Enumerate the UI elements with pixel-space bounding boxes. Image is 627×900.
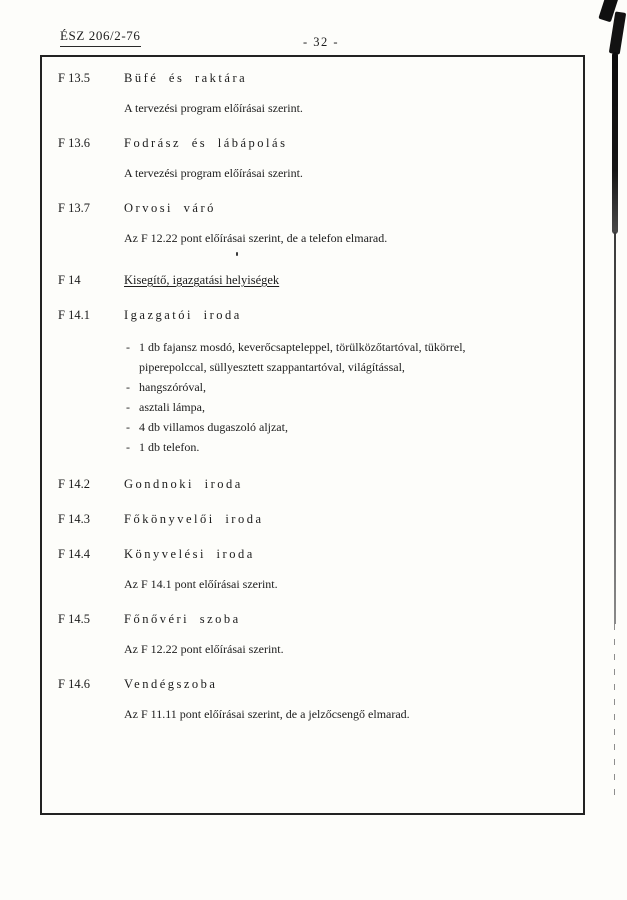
- section-heading: [58, 476, 565, 492]
- section-f-14-2: [58, 476, 565, 492]
- section-title: Főnővéri szoba: [124, 612, 241, 626]
- section-f-14-6: [58, 676, 565, 722]
- section-title: Büfé és raktára: [124, 71, 248, 85]
- list-item-text: 1 db fajansz mosdó, keverőcsapteleppel, törülközőtartóval, tükörrel, piperepolccal, süllyesztett szappantartóval, világítással,: [139, 340, 466, 374]
- list-item-dash: -: [126, 440, 130, 454]
- section-heading: [58, 307, 565, 323]
- section-heading: [58, 511, 565, 527]
- list-item-dash: -: [126, 400, 130, 414]
- list-item: [126, 377, 565, 397]
- section-f-13-5: [58, 70, 565, 116]
- section-title: Főkönyvelői iroda: [124, 512, 264, 526]
- section-f-13-7: [58, 200, 565, 246]
- section-code: F 14: [58, 273, 81, 287]
- section-title: Gondnoki iroda: [124, 477, 243, 491]
- section-f-14-4: [58, 546, 565, 592]
- section-f-14-5: [58, 611, 565, 657]
- section-heading: [58, 200, 565, 216]
- section-f-13-6: [58, 135, 565, 181]
- scan-artifact-corner-mark: [598, 0, 618, 22]
- section-title: Igazgatói iroda: [124, 308, 242, 322]
- page-header: [0, 26, 627, 48]
- section-f-14-3: [58, 511, 565, 527]
- section-heading: [58, 546, 565, 562]
- section-title: Vendégszoba: [124, 677, 218, 691]
- page-number: - 32 -: [303, 35, 340, 49]
- section-paragraph: A tervezési program előírásai szerint.: [124, 166, 303, 180]
- list-item-dash: -: [126, 380, 130, 394]
- section-paragraph: Az F 12.22 pont előírásai szerint.: [124, 642, 284, 656]
- section-paragraph: Az F 11.11 pont előírásai szerint, de a jelzőcsengő elmarad.: [124, 707, 410, 721]
- list-item-text: 1 db telefon.: [139, 440, 200, 454]
- list-item-text: hangszóróval,: [139, 380, 206, 394]
- section-heading: [58, 611, 565, 627]
- section-code: F 14.4: [58, 547, 90, 561]
- section-code: F 13.7: [58, 201, 90, 215]
- section-code: F 14.2: [58, 477, 90, 491]
- section-f-14: [58, 272, 565, 288]
- scan-artifact-edge-line: [614, 232, 616, 624]
- section-code: F 13.5: [58, 71, 90, 85]
- section-heading: [58, 70, 565, 86]
- scan-artifact-edge-streak: [612, 52, 618, 234]
- section-title: Kisegítő, igazgatási helyiségek: [124, 273, 280, 287]
- section-title: Könyvelési iroda: [124, 547, 255, 561]
- section-paragraph: Az F 12.22 pont előírásai szerint, de a telefon elmarad.: [124, 231, 388, 245]
- section-title: Orvosi váró: [124, 201, 216, 215]
- list-item-dash: -: [126, 420, 130, 434]
- list-item-text: asztali lámpa,: [139, 400, 205, 414]
- content-box: [40, 55, 585, 815]
- section-paragraph: Az F 14.1 pont előírásai szerint.: [124, 577, 278, 591]
- section-code: F 14.6: [58, 677, 90, 691]
- section-heading: [58, 272, 565, 288]
- scan-artifact-edge-dashes: [614, 624, 616, 800]
- list-item-dash: -: [126, 340, 130, 354]
- section-code: F 14.1: [58, 308, 90, 322]
- list-item: [126, 337, 565, 377]
- section-code: F 14.5: [58, 612, 90, 626]
- section-heading: [58, 676, 565, 692]
- list-item: [126, 437, 565, 457]
- list-item-text: 4 db villamos dugaszoló aljzat,: [139, 420, 288, 434]
- list-item: [126, 397, 565, 417]
- section-title: Fodrász és lábápolás: [124, 136, 288, 150]
- section-item-list: [126, 337, 565, 457]
- section-f-14-1: [58, 307, 565, 457]
- section-paragraph: A tervezési program előírásai szerint.: [124, 101, 303, 115]
- list-item: [126, 417, 565, 437]
- section-heading: [58, 135, 565, 151]
- section-code: F 13.6: [58, 136, 90, 150]
- doc-number: ÉSZ 206/2-76: [60, 28, 141, 47]
- section-code: F 14.3: [58, 512, 90, 526]
